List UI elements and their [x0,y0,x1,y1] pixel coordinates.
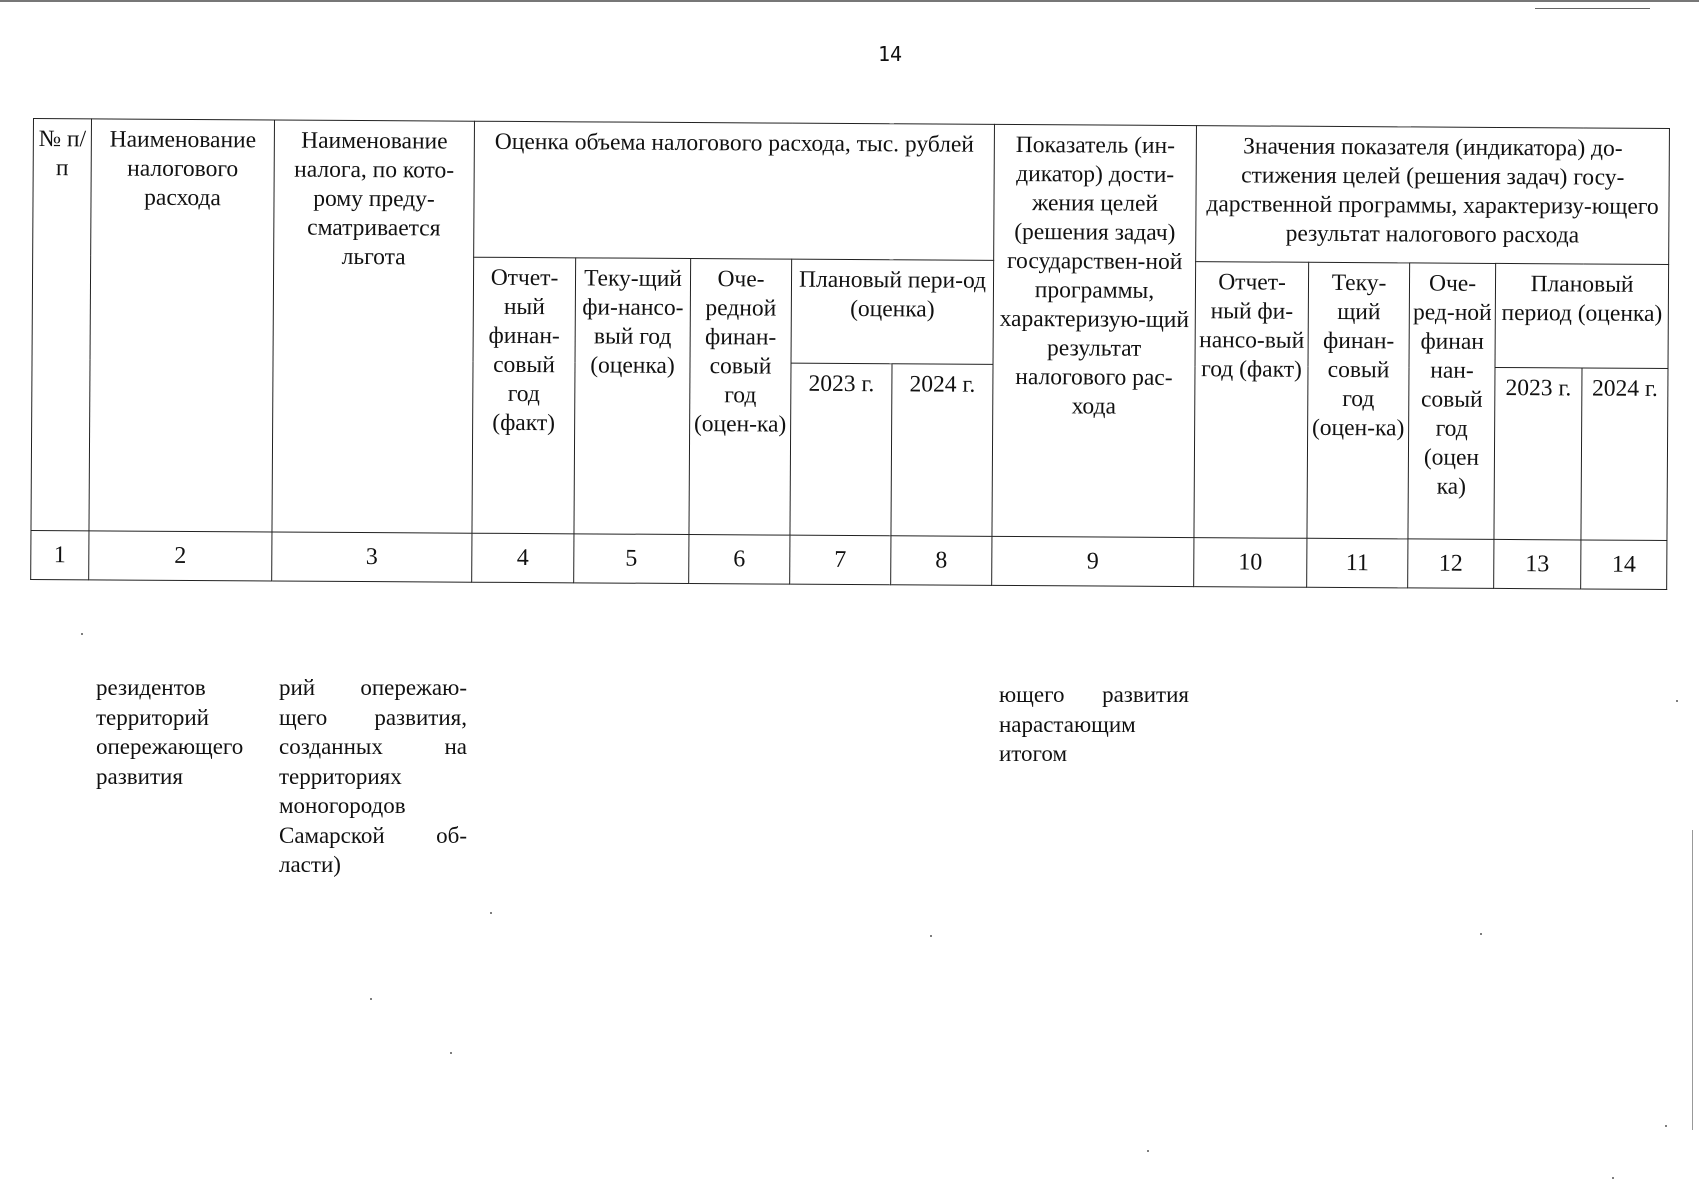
page-number: 14 [877,42,903,66]
scan-speck [81,633,83,635]
column-number-cell: 13 [1494,539,1581,589]
top-right-rule [1535,8,1650,9]
header-indicator-values: Значения показателя (индикатора) до-стижения целей (решения задач) госу-дарственной программы, характеризу-ющего результат налогового расхода [1196,126,1670,265]
continuation-col2-text: резидентов территорий опережающего развития [96,675,244,789]
column-number-cell: 11 [1307,538,1408,588]
header-val-planned-period: Плановый период (оценка) [1495,263,1669,368]
scan-speck [370,998,372,1000]
scan-edge-line [1692,830,1693,1130]
header-tax-name: Наименование налога, по кото-рому преду-сматривается льгота [272,120,475,533]
header-indicator: Показатель (ин-дикатор) дости-жения целей (решения задач) государствен-ной программы, характеризую-щий результат налогового рас-хода [992,124,1197,537]
scan-speck [1480,933,1482,935]
header-expenditure-estimate: Оценка объема налогового расхода, тыс. рублей [474,121,995,260]
header-val-current-year: Теку-щий финан-совый год (оцен-ка) [1307,262,1410,539]
column-number-cell: 8 [891,536,992,586]
scan-speck [1147,1150,1149,1152]
scan-speck [930,935,932,937]
column-number-cell: 6 [689,535,790,585]
scan-speck [490,912,492,914]
column-number-cell: 3 [272,532,472,582]
column-number-cell: 4 [472,533,574,583]
header-val-2024: 2024 г. [1581,368,1668,541]
header-row-number: № п/п [31,119,92,531]
header-est-2024: 2024 г. [891,364,993,537]
header-val-reporting-year: Отчет-ный фи-нансо-вый год (факт) [1194,262,1309,539]
header-val-next-year: Оче-ред-ной финан нан-совый год (оцен ка) [1408,263,1496,540]
scan-speck [1612,1177,1614,1179]
scan-speck [1665,1125,1667,1127]
scan-speck [450,1052,452,1054]
header-val-2023: 2023 г. [1494,367,1582,540]
header-est-reporting-year: Отчет-ный финан-совый год (факт) [472,257,576,534]
column-number-cell: 14 [1581,540,1667,590]
column-number-cell: 5 [574,534,689,584]
header-est-2023: 2023 г. [790,363,892,536]
header-expenditure-name: Наименование налогового расхода [89,119,275,532]
continuation-col9-text: ющего развития нарастающим итогом [999,682,1189,766]
continuation-col3-text: рий опережаю-щего развития, созданных на территориях моногородов Самарской об-ласти) [279,675,467,877]
header-est-planned-period: Плановый пери-од (оценка) [791,259,994,364]
header-est-current-year: Теку-щий фи-нансо-вый год (оценка) [574,258,691,535]
column-number-cell: 1 [31,530,89,579]
header-est-next-year: Оче-редной финан-совый год (оцен-ка) [689,259,792,536]
column-number-cell: 7 [790,535,891,585]
tax-expenditure-table [30,118,1670,590]
top-border-line [0,0,1699,2]
column-number-cell: 10 [1194,538,1307,588]
scan-speck [1676,700,1678,702]
column-number-cell: 12 [1408,539,1494,589]
column-number-cell: 9 [992,536,1194,586]
column-number-cell: 2 [89,531,272,581]
